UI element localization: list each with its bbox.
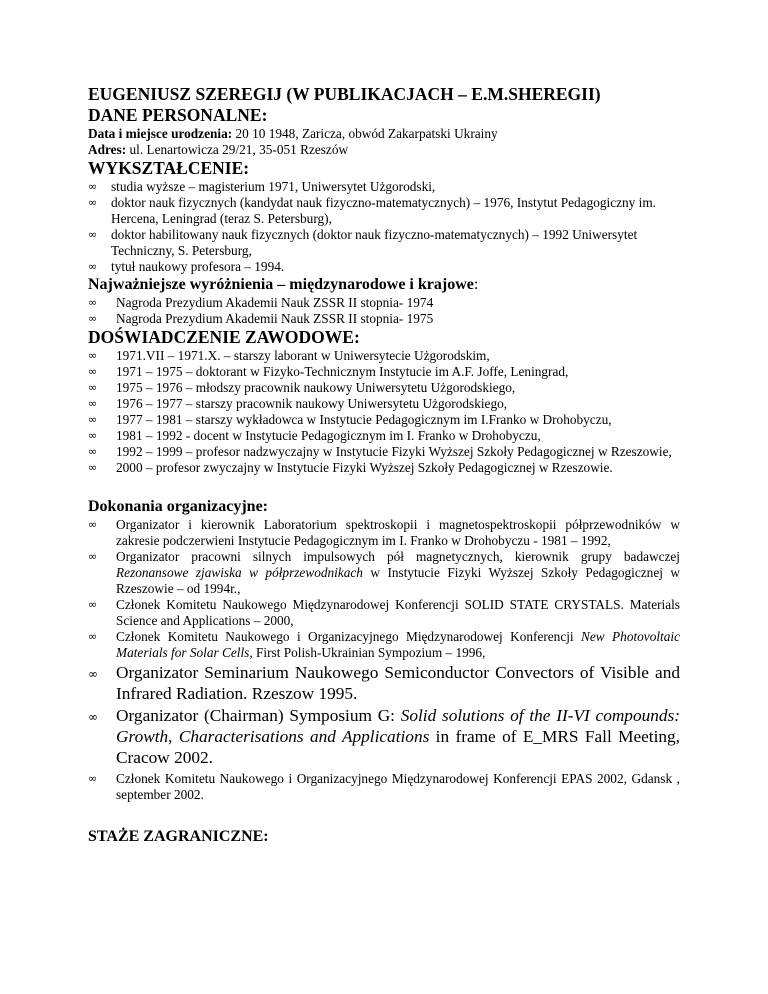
list-item: ∞ 1976 – 1977 – starszy pracownik naukowy Uniwersytetu Użgorodskiego, xyxy=(88,396,508,411)
infinity-bullet-icon: ∞ xyxy=(88,296,98,309)
infinity-bullet-icon: ∞ xyxy=(88,598,98,611)
list-item: ∞ 1977 – 1981 – starszy wykładowca w Instytucie Pedagogicznym im I.Franko w Drohobyczu, xyxy=(88,412,612,427)
list-item: ∞ Członek Komitetu Naukowego i Organizacyjnego Międzynarodowej Konferencji New Photovoltaic Materials for Solar Cells, First Polish-Ukrainian Sympozium – 1996, xyxy=(88,629,680,660)
infinity-bullet-icon: ∞ xyxy=(88,630,98,643)
birth-line xyxy=(88,126,680,142)
infinity-bullet-icon: ∞ xyxy=(88,550,98,563)
address-label: Adres: xyxy=(88,142,127,157)
education-list xyxy=(88,179,680,275)
list-item: ∞ tytuł naukowy profesora – 1994. xyxy=(88,259,285,274)
list-item: ∞ 1992 – 1999 – profesor nadzwyczajny w Instytucie Fizyki Wyższej Szkoły Pedagogicznej w Rzeszowie, xyxy=(88,444,672,459)
infinity-bullet-icon: ∞ xyxy=(88,228,98,241)
awards-heading: Najważniejsze wyróżnienia – międzynarodowe i krajowe: xyxy=(88,276,479,293)
spacer xyxy=(88,476,680,497)
infinity-bullet-icon: ∞ xyxy=(88,413,98,426)
infinity-bullet-icon: ∞ xyxy=(88,312,98,325)
list-item: ∞ Członek Komitetu Naukowego Międzynarodowej Konferencji SOLID STATE CRYSTALS. Materials Science and Applications – 2000, xyxy=(88,597,680,628)
infinity-bullet-icon: ∞ xyxy=(88,518,98,531)
infinity-bullet-icon: ∞ xyxy=(88,381,98,394)
birth-label: Data i miejsce urodzenia: xyxy=(88,126,233,141)
list-item: ∞ Nagroda Prezydium Akademii Nauk ZSSR II stopnia- 1975 xyxy=(88,311,434,326)
infinity-bullet-icon: ∞ xyxy=(88,397,98,410)
list-item: ∞ doktor nauk fizycznych (kandydat nauk fizyczno-matematycznych) – 1976, Instytut Pedagogiczny im. Hercena, Leningrad (teraz S. Petersburg), xyxy=(88,195,656,226)
awards-list xyxy=(88,295,680,327)
infinity-bullet-icon: ∞ xyxy=(88,349,98,362)
organizational-heading: Dokonania organizacyjne: xyxy=(88,498,268,515)
infinity-bullet-icon: ∞ xyxy=(88,445,98,458)
document-title: EUGENIUSZ SZEREGIJ (W PUBLIKACJACH – E.M.SHEREGII) xyxy=(88,84,601,104)
list-item: ∞ Organizator Seminarium Naukowego Semiconductor Convectors of Visible and Infrared Radiation. Rzeszow 1995. xyxy=(88,663,680,703)
infinity-bullet-icon: ∞ xyxy=(88,365,98,378)
list-item: ∞ 1971.VII – 1971.X. – starszy laborant w Uniwersytecie Użgorodskim, xyxy=(88,348,490,363)
spacer xyxy=(88,803,680,827)
list-item: ∞ Organizator pracowni silnych impulsowych pół magnetycznych, kierownik grupy badawczej Rezonansowe zjawiska w półprzewodnikach w Instytucie Fizyki Wyższej Szkoły Pedagogicznej w Rzeszowie – od 1994r., xyxy=(88,549,680,596)
address-value: ul. Lenartowicza 29/21, 35-051 Rzeszów xyxy=(126,142,349,157)
list-item: ∞ Organizator i kierownik Laboratorium spektroskopii i magnetospektroskopii półprzewodników w zakresie podczerwieni Instytucie Pedagogicznym im I. Franko w Drohobyczu - 1981 – 1992, xyxy=(88,517,680,548)
list-item: ∞ Członek Komitetu Naukowego i Organizacyjnego Międzynarodowej Konferencji EPAS 2002, Gdansk , september 2002. xyxy=(88,771,680,802)
list-item: ∞ 1981 – 1992 - docent w Instytucie Pedagogicznym im I. Franko w Drohobyczu, xyxy=(88,428,541,443)
infinity-bullet-icon: ∞ xyxy=(88,429,98,442)
list-item: ∞ 1971 – 1975 – doktorant w Fizyko-Technicznym Instytucie im A.F. Joffe, Leningrad, xyxy=(88,364,569,379)
address-line xyxy=(88,142,680,158)
organizational-list xyxy=(88,517,680,803)
list-item: ∞ Organizator (Chairman) Symposium G: Solid solutions of the II-VI compounds: Growth, Characterisations and Applications in frame of E_MRS Fall Meeting, Cracow 2002. xyxy=(88,706,680,767)
list-item: ∞ doktor habilitowany nauk fizycznych (doktor nauk fizyczno-matematycznych) – 1992 Uniwersytet Techniczny, S. Petersburg, xyxy=(88,227,638,258)
internships-heading: STAŻE ZAGRANICZNE: xyxy=(88,828,269,845)
list-item: ∞ 2000 – profesor zwyczajny w Instytucie Fizyki Wyższej Szkoły Pedagogicznej w Rzeszowie. xyxy=(88,460,613,475)
infinity-bullet-icon: ∞ xyxy=(88,196,98,209)
infinity-bullet-icon: ∞ xyxy=(88,260,98,273)
infinity-bullet-icon: ∞ xyxy=(88,772,98,785)
infinity-bullet-icon: ∞ xyxy=(88,461,98,474)
infinity-bullet-icon: ∞ xyxy=(88,710,98,724)
list-item: ∞ studia wyższe – magisterium 1971, Uniwersytet Użgorodski, xyxy=(88,179,436,194)
birth-value: 20 10 1948, Zaricza, obwód Zakarpatski Ukrainy xyxy=(232,126,498,141)
experience-heading: DOŚWIADCZENIE ZAWODOWE: xyxy=(88,327,360,347)
education-heading: WYKSZTAŁCENIE: xyxy=(88,158,250,178)
list-item: ∞ 1975 – 1976 – młodszy pracownik naukowy Uniwersytetu Użgorodskiego, xyxy=(88,380,516,395)
infinity-bullet-icon: ∞ xyxy=(88,180,98,193)
experience-list xyxy=(88,348,680,476)
document-page xyxy=(88,84,680,847)
personal-data-heading: DANE PERSONALNE: xyxy=(88,105,268,125)
infinity-bullet-icon: ∞ xyxy=(88,667,98,681)
list-item: ∞ Nagroda Prezydium Akademii Nauk ZSSR II stopnia- 1974 xyxy=(88,295,434,310)
